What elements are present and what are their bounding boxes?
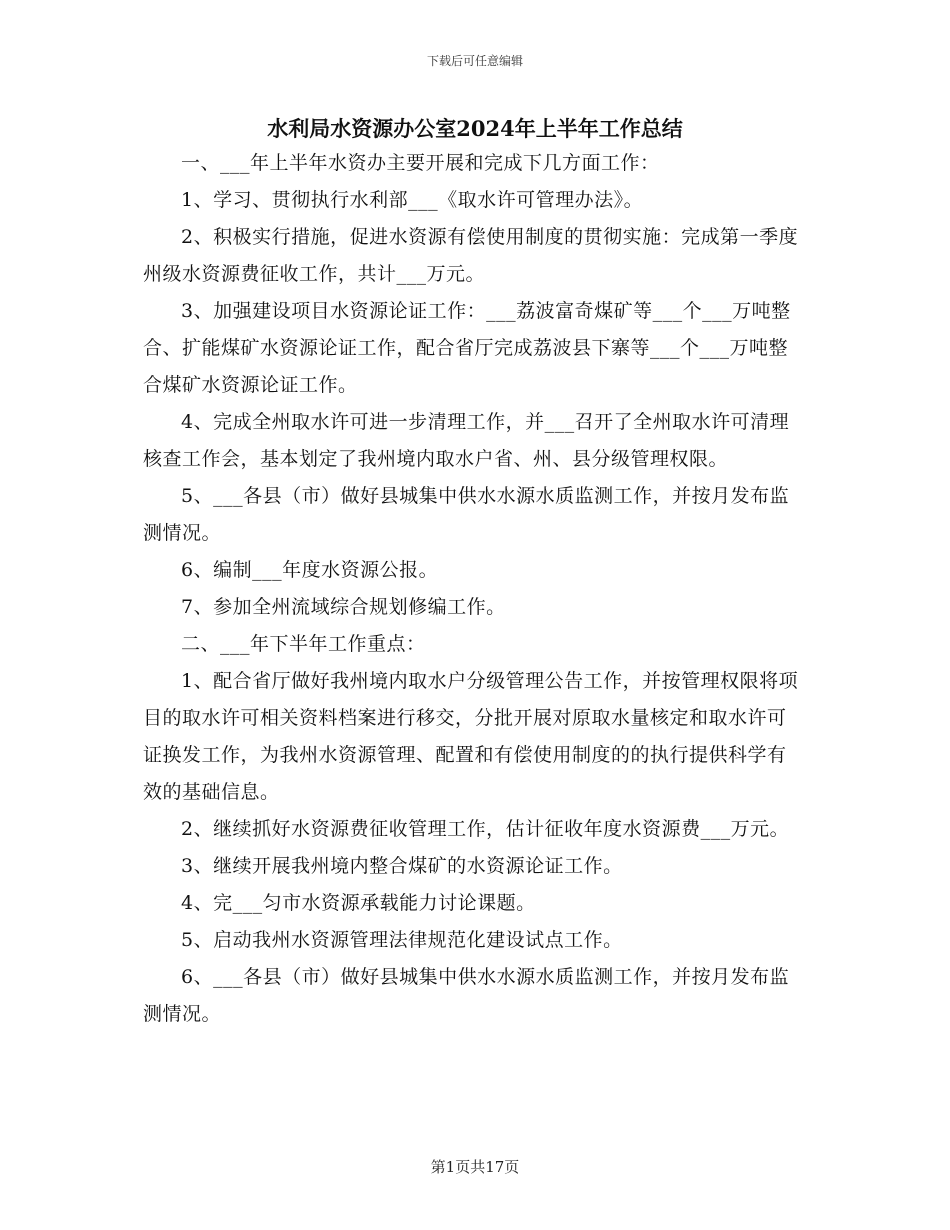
paragraph: 4、完___匀市水资源承载能力讨论课题。 xyxy=(181,892,536,914)
paragraph: 一、___年上半年水资办主要开展和完成下几方面工作： xyxy=(181,152,660,174)
paragraph: 5、___各县（市）做好县城集中供水水源水质监测工作，并按月发布监测情况。 xyxy=(143,485,790,544)
paragraph: 5、启动我州水资源管理法律规范化建设试点工作。 xyxy=(181,929,623,951)
paragraph: 6、编制___年度水资源公报。 xyxy=(181,559,439,581)
paragraph: 1、学习、贯彻执行水利部___《取水许可管理办法》。 xyxy=(181,189,644,211)
document-body xyxy=(143,145,803,1033)
paragraph: 二、___年下半年工作重点： xyxy=(181,633,426,655)
paragraph: 4、完成全州取水许可进一步清理工作，并___召开了全州取水许可清理核查工作会，基本划定了我州境内取水户省、州、县分级管理权限。 xyxy=(143,411,790,470)
paragraph: 3、继续开展我州境内整合煤矿的水资源论证工作。 xyxy=(181,855,623,877)
paragraph: 6、___各县（市）做好县城集中供水水源水质监测工作，并按月发布监测情况。 xyxy=(143,966,790,1025)
document-title: 水利局水资源办公室2024年上半年工作总结 xyxy=(267,116,683,141)
paragraph: 2、继续抓好水资源费征收管理工作，估计征收年度水资源费___万元。 xyxy=(181,818,790,840)
paragraph: 1、配合省厅做好我州境内取水户分级管理公告工作，并按管理权限将项目的取水许可相关资料档案进行移交，分批开展对原取水量核定和取水许可证换发工作，为我州水资源管理、配置和有偿使用制度的的执行提供科学有效的基础信息。 xyxy=(143,670,799,803)
page-header-note: 下载后可任意编辑 xyxy=(426,54,523,68)
paragraph: 2、积极实行措施，促进水资源有偿使用制度的贯彻实施：完成第一季度州级水资源费征收工作，共计___万元。 xyxy=(143,226,799,285)
paragraph: 7、参加全州流域综合规划修编工作。 xyxy=(181,596,506,618)
page-number-footer: 第1页共17页 xyxy=(430,1158,520,1176)
paragraph: 3、加强建设项目水资源论证工作：___荔波富奇煤矿等___个___万吨整合、扩能煤矿水资源论证工作，配合省厅完成荔波县下寨等___个___万吨整合煤矿水资源论证工作。 xyxy=(143,300,791,396)
